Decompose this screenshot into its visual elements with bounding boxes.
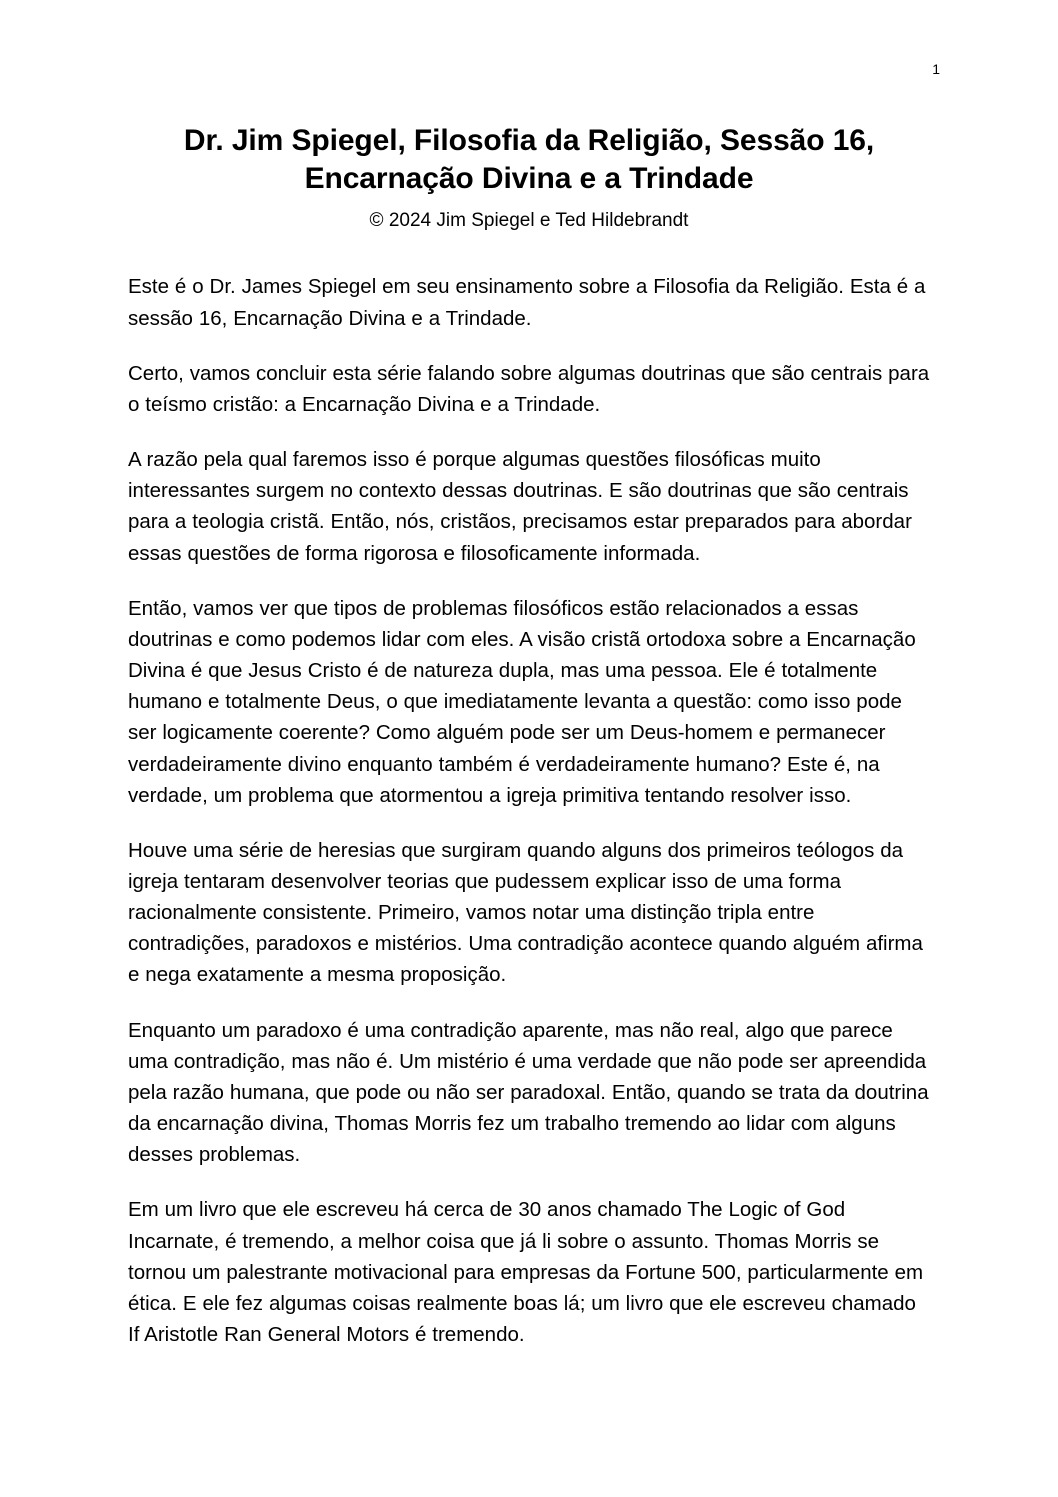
paragraph: Então, vamos ver que tipos de problemas filosóficos estão relacionados a essas doutrinas e como podemos lidar com eles. A visão cristã ortodoxa sobre a Encarnação Divina é que Jesus Cristo é de natureza dupla, mas uma pessoa. Ele é totalmente humano e totalmente Deus, o que imediatamente levanta a questão: como isso pode ser logicamente coerente? Como alguém pode ser um Deus-homem e permanecer verdadeiramente divino enquanto também é verdadeiramente humano? Este é, na verdade, um problema que atormentou a igreja primitiva tentando resolver isso.	[128, 596, 916, 807]
paragraph: Em um livro que ele escreveu há cerca de 30 anos chamado The Logic of God Incarnate, é tremendo, a melhor coisa que já li sobre o assunto. Thomas Morris se tornou um palestrante motivacional para empresas da Fortune 500, particularmente em ética. E ele fez algumas coisas realmente boas lá; um livro que ele escreveu chamado If Aristotle Ran General Motors é tremendo.	[128, 1198, 924, 1346]
document-body	[128, 271, 930, 1350]
paragraph: A razão pela qual faremos isso é porque algumas questões filosóficas muito interessantes surgem no contexto dessas doutrinas. E são doutrinas que são centrais para a teologia cristã. Então, nós, cristãos, precisamos estar preparados para abordar essas questões de forma rigorosa e filosoficamente informada.	[128, 448, 912, 565]
copyright-notice: © 2024 Jim Spiegel e Ted Hildebrandt	[369, 209, 689, 231]
paragraph: Este é o Dr. James Spiegel em seu ensinamento sobre a Filosofia da Religião. Esta é a sessão 16, Encarnação Divina e a Trindade.	[128, 275, 926, 330]
page-number: 1	[932, 61, 940, 77]
title-line-2: Encarnação Divina e a Trindade	[304, 162, 754, 196]
paragraph: Certo, vamos concluir esta série falando sobre algumas doutrinas que são centrais para o teísmo cristão: a Encarnação Divina e a Trindade.	[128, 361, 930, 416]
paragraph: Enquanto um paradoxo é uma contradição aparente, mas não real, algo que parece uma contradição, mas não é. Um mistério é uma verdade que não pode ser apreendida pela razão humana, que pode ou não ser paradoxal. Então, quando se trata da doutrina da encarnação divina, Thomas Morris fez um trabalho tremendo ao lidar com alguns desses problemas.	[128, 1018, 929, 1167]
title-line-1: Dr. Jim Spiegel, Filosofia da Religião, Sessão 16,	[183, 124, 875, 157]
page-title	[128, 122, 930, 199]
paragraph: Houve uma série de heresias que surgiram quando alguns dos primeiros teólogos da igreja tentaram desenvolver teorias que pudessem explicar isso de uma forma racionalmente consistente. Primeiro, vamos notar uma distinção tripla entre contradições, paradoxos e mistérios. Uma contradição acontece quando alguém afirma e nega exatamente a mesma proposição.	[128, 838, 923, 987]
